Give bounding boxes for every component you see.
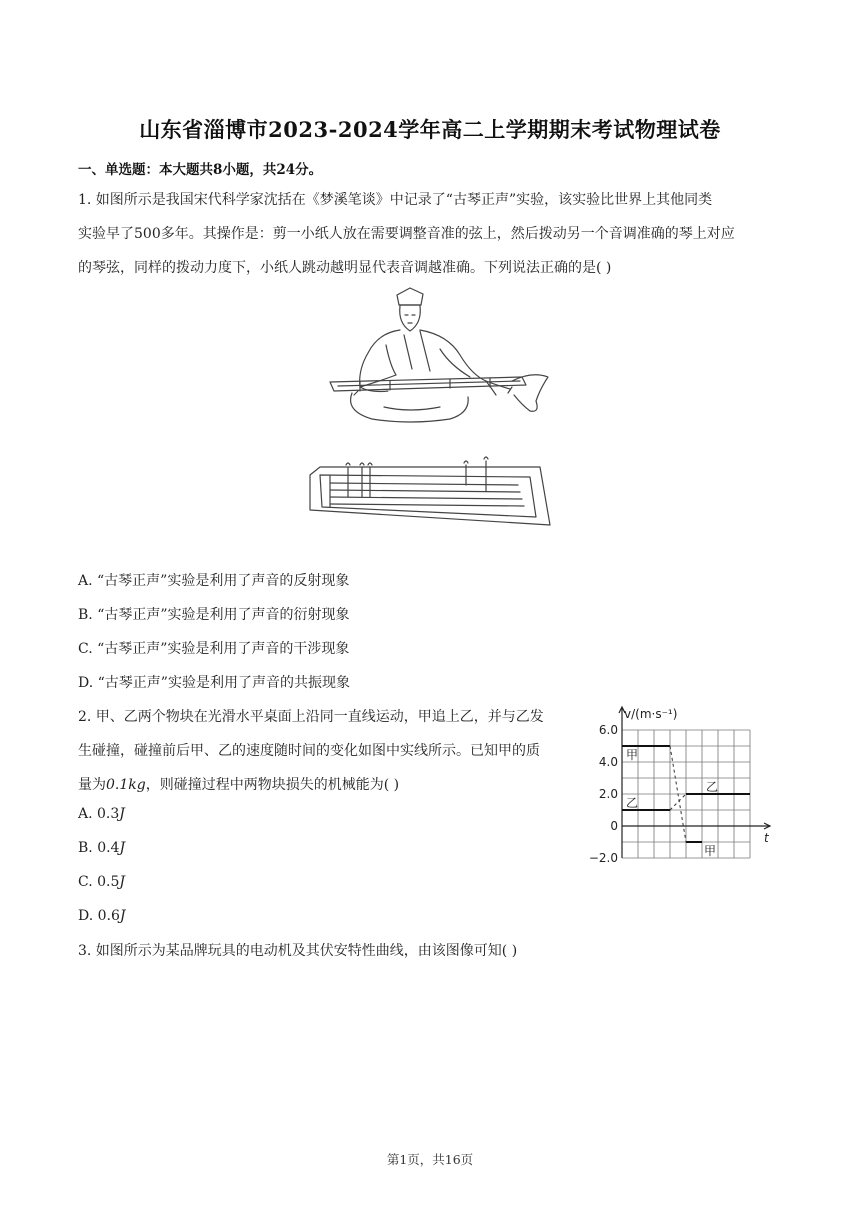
t-axis-label: t: [764, 831, 769, 845]
v-tick-label: 0: [610, 819, 618, 833]
series-0-label-after: 甲: [704, 844, 717, 858]
question-3-stem: [78, 934, 778, 968]
mass-value: 0.1kg: [106, 777, 146, 793]
v-tick-label: 2.0: [598, 787, 618, 801]
question-1-option-b: B. “古琴正声”实验是利用了声音的衍射现象: [78, 607, 350, 623]
section-heading: 一、单选题：本大题共8小题，共24分。: [78, 162, 323, 178]
page-footer: 第1页，共16页: [386, 1152, 474, 1167]
page-title: 山东省淄博市2023-2024学年高二上学期期末考试物理试卷: [139, 117, 721, 142]
question-2-option-c: C. 0.5J: [78, 874, 126, 890]
v-tick-label: 6.0: [598, 723, 618, 737]
question-2-option-d: D. 0.6J: [78, 908, 126, 924]
series-1-collision-dashed: [670, 794, 686, 810]
question-1-stem: [78, 183, 778, 285]
question-1-option-a: A. “古琴正声”实验是利用了声音的反射现象: [78, 573, 350, 589]
question-1-line: 实验早了500多年。其操作是：剪一小纸人放在需要调整音准的弦上，然后拨动另一个音调准确的琴上对应: [78, 226, 735, 242]
series-1-label-after: 乙: [706, 780, 719, 794]
guqin-player-illustration: [300, 285, 560, 530]
question-2-stem: [78, 700, 578, 802]
v-tick-label: 4.0: [598, 755, 618, 769]
v-tick-label: −2.0: [588, 851, 618, 865]
question-2-text: 量为: [78, 777, 106, 793]
question-1-option-d: D. “古琴正声”实验是利用了声音的共振现象: [78, 675, 350, 691]
question-1-option-c: C. “古琴正声”实验是利用了声音的干涉现象: [78, 641, 350, 657]
v-axis-label: v/(m·s⁻¹): [624, 707, 678, 721]
question-2-option-b: B. 0.4J: [78, 840, 126, 856]
series-1-label-before: 乙: [626, 796, 639, 810]
question-1-line: 1. 如图所示是我国宋代科学家沈括在《梦溪笔谈》中记录了“古琴正声”实验，该实验比世界上其他同类: [78, 192, 713, 208]
question-1-line: 的琴弦，同样的拨动力度下，小纸人跳动越明显代表音调越准确。下列说法正确的是( ): [78, 260, 612, 276]
question-3-line: 3. 如图所示为某品牌玩具的电动机及其伏安特性曲线，由该图像可知( ): [78, 943, 518, 959]
question-2-text: ，则碰撞过程中两物块损失的机械能为( ): [145, 777, 400, 793]
series-0-label-before: 甲: [626, 748, 639, 762]
question-2-line: [78, 768, 578, 802]
question-2-option-a: A. 0.3J: [78, 806, 125, 822]
question-2-line: 2. 甲、乙两个物块在光滑水平桌面上沿同一直线运动，甲追上乙，并与乙发: [78, 709, 544, 725]
velocity-time-chart: [580, 700, 790, 875]
question-2-line: 生碰撞，碰撞前后甲、乙的速度随时间的变化如图中实线所示。已知甲的质: [78, 743, 540, 759]
